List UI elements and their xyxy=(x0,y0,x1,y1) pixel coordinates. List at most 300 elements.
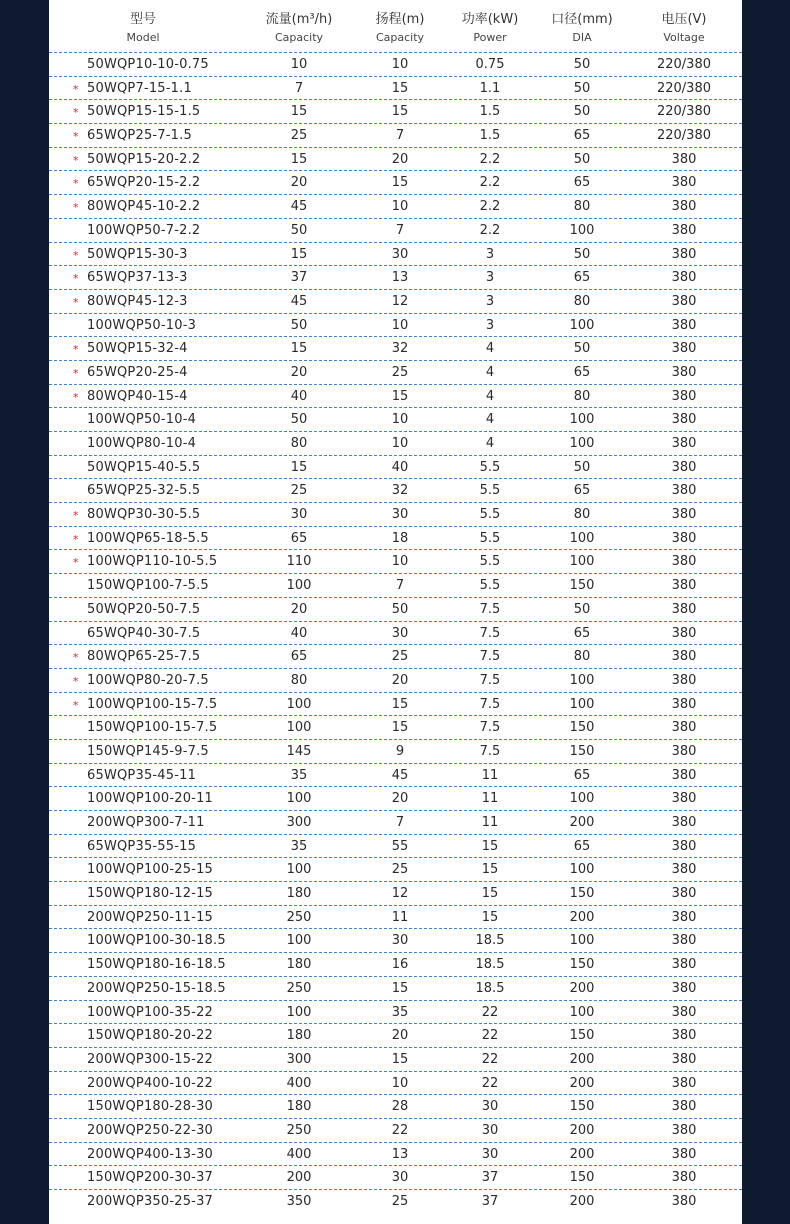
table-row xyxy=(49,431,742,455)
dia-cell: 100 xyxy=(569,933,595,949)
flow-cell: 20 xyxy=(290,364,308,380)
flow-cell: 35 xyxy=(290,767,308,783)
voltage-cell: 380 xyxy=(671,1075,697,1091)
model-cell: 100WQP100-30-18.5 xyxy=(87,933,226,949)
flow-cell: 15 xyxy=(290,341,308,357)
flow-cell: 20 xyxy=(290,601,308,617)
flow-cell: 80 xyxy=(290,672,308,688)
table-row xyxy=(49,573,742,597)
header-flow: 流量(m³/h) Capacity xyxy=(265,12,333,44)
table-row xyxy=(49,834,742,858)
power-cell: 7.5 xyxy=(479,649,501,665)
power-cell: 1.5 xyxy=(479,104,501,120)
head-cell: 32 xyxy=(391,341,409,357)
dia-cell: 100 xyxy=(569,862,595,878)
recommended-star-icon: * xyxy=(73,532,79,546)
head-cell: 9 xyxy=(395,743,405,759)
model-cell: 200WQP250-11-15 xyxy=(87,909,214,925)
power-cell: 30 xyxy=(481,1146,499,1162)
model-cell: 150WQP180-28-30 xyxy=(87,1099,214,1115)
model-cell: 200WQP400-13-30 xyxy=(87,1146,214,1162)
model-cell: 65WQP20-15-2.2 xyxy=(87,175,201,191)
flow-cell: 15 xyxy=(290,151,308,167)
head-cell: 15 xyxy=(391,175,409,191)
dia-cell: 100 xyxy=(569,791,595,807)
model-cell: 100WQP100-35-22 xyxy=(87,1004,214,1020)
voltage-cell: 380 xyxy=(671,649,697,665)
table-row xyxy=(49,289,742,313)
header-head: 扬程(m) Capacity xyxy=(375,12,425,44)
table-row xyxy=(49,336,742,360)
voltage-cell: 380 xyxy=(671,222,697,238)
flow-cell: 180 xyxy=(286,957,312,973)
dia-cell: 100 xyxy=(569,554,595,570)
model-cell: 80WQP40-15-4 xyxy=(87,388,188,404)
voltage-cell: 380 xyxy=(671,270,697,286)
voltage-cell: 380 xyxy=(671,388,697,404)
dia-cell: 65 xyxy=(573,270,591,286)
head-cell: 12 xyxy=(391,293,409,309)
power-cell: 7.5 xyxy=(479,696,501,712)
power-cell: 5.5 xyxy=(479,483,501,499)
flow-cell: 100 xyxy=(286,862,312,878)
flow-cell: 25 xyxy=(290,483,308,499)
dia-cell: 200 xyxy=(569,909,595,925)
flow-cell: 20 xyxy=(290,175,308,191)
dia-cell: 100 xyxy=(569,696,595,712)
power-cell: 22 xyxy=(481,1075,499,1091)
model-cell: 100WQP50-7-2.2 xyxy=(87,222,201,238)
voltage-cell: 380 xyxy=(671,1146,697,1162)
model-cell: 100WQP100-20-11 xyxy=(87,791,214,807)
table-row xyxy=(49,1118,742,1142)
power-cell: 1.1 xyxy=(479,80,501,96)
table-row xyxy=(49,526,742,550)
voltage-cell: 380 xyxy=(671,436,697,451)
power-cell: 3 xyxy=(485,293,495,309)
model-cell: 50WQP10-10-0.75 xyxy=(87,57,209,72)
table-row xyxy=(49,976,742,1000)
head-cell: 16 xyxy=(391,957,409,973)
model-cell: 65WQP40-30-7.5 xyxy=(87,625,201,641)
power-cell: 5.5 xyxy=(479,554,501,570)
flow-cell: 200 xyxy=(286,1170,312,1186)
power-cell: 18.5 xyxy=(475,957,505,973)
voltage-cell: 380 xyxy=(671,815,697,830)
flow-cell: 300 xyxy=(286,1051,312,1067)
power-cell: 2.2 xyxy=(479,151,501,167)
table-row xyxy=(49,52,742,76)
flow-cell: 37 xyxy=(290,270,308,286)
header-voltage: 电压(V) Voltage xyxy=(661,12,707,44)
model-cell: 80WQP65-25-7.5 xyxy=(87,649,201,665)
dia-cell: 150 xyxy=(569,1099,595,1115)
voltage-cell: 220/380 xyxy=(656,104,711,120)
flow-cell: 15 xyxy=(290,459,308,475)
dia-cell: 150 xyxy=(569,1028,595,1044)
head-cell: 32 xyxy=(391,483,409,499)
voltage-cell: 380 xyxy=(671,317,697,333)
model-cell: 150WQP145-9-7.5 xyxy=(87,743,209,759)
recommended-star-icon: * xyxy=(73,272,79,286)
model-cell: 100WQP100-15-7.5 xyxy=(87,696,218,712)
model-cell: 50WQP20-50-7.5 xyxy=(87,601,201,617)
recommended-star-icon: * xyxy=(73,390,79,404)
dia-cell: 65 xyxy=(573,128,591,144)
voltage-cell: 380 xyxy=(671,459,697,475)
table-row xyxy=(49,1142,742,1166)
flow-cell: 250 xyxy=(286,909,312,925)
voltage-cell: 380 xyxy=(671,364,697,380)
model-cell: 200WQP400-10-22 xyxy=(87,1075,214,1091)
head-cell: 10 xyxy=(391,436,409,451)
table-row xyxy=(49,407,742,431)
flow-cell: 7 xyxy=(294,80,304,96)
head-cell: 25 xyxy=(391,649,409,665)
header-model: 型号 Model xyxy=(126,12,160,44)
dia-cell: 65 xyxy=(573,625,591,641)
dia-cell: 50 xyxy=(573,57,591,72)
table-row xyxy=(49,1000,742,1024)
table-row xyxy=(49,1165,742,1189)
voltage-cell: 380 xyxy=(671,1122,697,1138)
table-row xyxy=(49,621,742,645)
power-cell: 5.5 xyxy=(479,578,501,594)
head-cell: 18 xyxy=(391,530,409,546)
head-cell: 20 xyxy=(391,151,409,167)
flow-cell: 110 xyxy=(286,554,312,570)
power-cell: 11 xyxy=(481,791,499,807)
model-cell: 100WQP50-10-4 xyxy=(87,412,197,428)
power-cell: 5.5 xyxy=(479,530,501,546)
head-cell: 7 xyxy=(395,128,405,144)
table-row xyxy=(49,384,742,408)
flow-cell: 25 xyxy=(290,128,308,144)
model-cell: 100WQP50-10-3 xyxy=(87,317,197,333)
flow-cell: 250 xyxy=(286,980,312,996)
model-cell: 150WQP180-20-22 xyxy=(87,1028,214,1044)
voltage-cell: 380 xyxy=(671,246,697,262)
head-cell: 40 xyxy=(391,459,409,475)
table-row xyxy=(49,455,742,479)
dia-cell: 200 xyxy=(569,1051,595,1067)
recommended-star-icon: * xyxy=(73,106,79,120)
head-cell: 15 xyxy=(391,720,409,736)
recommended-star-icon: * xyxy=(73,248,79,262)
flow-cell: 100 xyxy=(286,696,312,712)
head-cell: 7 xyxy=(395,578,405,594)
flow-cell: 250 xyxy=(286,1122,312,1138)
recommended-star-icon: * xyxy=(73,698,79,712)
model-cell: 100WQP100-25-15 xyxy=(87,862,214,878)
table-row xyxy=(49,123,742,147)
recommended-star-icon: * xyxy=(73,82,79,96)
power-cell: 37 xyxy=(481,1170,499,1186)
power-cell: 7.5 xyxy=(479,625,501,641)
model-cell: 200WQP250-15-18.5 xyxy=(87,980,226,996)
power-cell: 22 xyxy=(481,1028,499,1044)
model-cell: 150WQP200-30-37 xyxy=(87,1170,214,1186)
spec-sheet xyxy=(49,0,742,1224)
dia-cell: 100 xyxy=(569,222,595,238)
dia-cell: 50 xyxy=(573,80,591,96)
head-cell: 15 xyxy=(391,80,409,96)
voltage-cell: 380 xyxy=(671,720,697,736)
model-cell: 200WQP300-15-22 xyxy=(87,1051,214,1067)
head-cell: 30 xyxy=(391,933,409,949)
dia-cell: 65 xyxy=(573,838,591,854)
model-cell: 80WQP45-10-2.2 xyxy=(87,199,201,215)
dia-cell: 80 xyxy=(573,199,591,215)
flow-cell: 35 xyxy=(290,838,308,854)
flow-cell: 40 xyxy=(290,388,308,404)
head-cell: 15 xyxy=(391,980,409,996)
flow-cell: 100 xyxy=(286,720,312,736)
power-cell: 2.2 xyxy=(479,199,501,215)
voltage-cell: 380 xyxy=(671,1194,697,1209)
dia-cell: 100 xyxy=(569,672,595,688)
power-cell: 15 xyxy=(481,838,499,854)
flow-cell: 100 xyxy=(286,1004,312,1020)
dia-cell: 50 xyxy=(573,459,591,475)
power-cell: 15 xyxy=(481,886,499,902)
flow-cell: 65 xyxy=(290,649,308,665)
head-cell: 25 xyxy=(391,1194,409,1209)
table-row xyxy=(49,928,742,952)
table-row xyxy=(49,1189,742,1213)
recommended-star-icon: * xyxy=(73,130,79,144)
dia-cell: 150 xyxy=(569,886,595,902)
head-cell: 28 xyxy=(391,1099,409,1115)
model-cell: 65WQP35-45-11 xyxy=(87,767,197,783)
model-cell: 50WQP15-40-5.5 xyxy=(87,459,201,475)
head-cell: 25 xyxy=(391,364,409,380)
table-row xyxy=(49,1047,742,1071)
power-cell: 22 xyxy=(481,1051,499,1067)
voltage-cell: 380 xyxy=(671,483,697,499)
table-row xyxy=(49,644,742,668)
dia-cell: 50 xyxy=(573,601,591,617)
table-row xyxy=(49,905,742,929)
table-header xyxy=(49,0,742,52)
head-cell: 7 xyxy=(395,222,405,238)
voltage-cell: 380 xyxy=(671,578,697,594)
dia-cell: 80 xyxy=(573,649,591,665)
power-cell: 2.2 xyxy=(479,175,501,191)
recommended-star-icon: * xyxy=(73,651,79,665)
voltage-cell: 380 xyxy=(671,767,697,783)
table-row xyxy=(49,692,742,716)
voltage-cell: 380 xyxy=(671,625,697,641)
table-body xyxy=(49,52,742,1213)
dia-cell: 150 xyxy=(569,957,595,973)
table-row xyxy=(49,194,742,218)
power-cell: 4 xyxy=(485,388,495,404)
model-cell: 200WQP250-22-30 xyxy=(87,1122,214,1138)
dia-cell: 65 xyxy=(573,767,591,783)
table-row xyxy=(49,786,742,810)
table-row xyxy=(49,668,742,692)
flow-cell: 15 xyxy=(290,246,308,262)
table-row xyxy=(49,218,742,242)
table-row xyxy=(49,597,742,621)
voltage-cell: 380 xyxy=(671,554,697,570)
head-cell: 10 xyxy=(391,1075,409,1091)
voltage-cell: 380 xyxy=(671,175,697,191)
table-row xyxy=(49,952,742,976)
voltage-cell: 380 xyxy=(671,507,697,523)
power-cell: 7.5 xyxy=(479,743,501,759)
dia-cell: 50 xyxy=(573,151,591,167)
table-row xyxy=(49,1094,742,1118)
dia-cell: 50 xyxy=(573,104,591,120)
table-row xyxy=(49,715,742,739)
flow-cell: 100 xyxy=(286,791,312,807)
power-cell: 2.2 xyxy=(479,222,501,238)
head-cell: 15 xyxy=(391,104,409,120)
voltage-cell: 220/380 xyxy=(656,57,711,72)
model-cell: 65WQP37-13-3 xyxy=(87,270,188,286)
flow-cell: 180 xyxy=(286,886,312,902)
dia-cell: 200 xyxy=(569,1122,595,1138)
power-cell: 0.75 xyxy=(475,57,505,72)
table-row xyxy=(49,147,742,171)
power-cell: 3 xyxy=(485,246,495,262)
dia-cell: 65 xyxy=(573,175,591,191)
power-cell: 5.5 xyxy=(479,507,501,523)
power-cell: 1.5 xyxy=(479,128,501,144)
head-cell: 50 xyxy=(391,601,409,617)
voltage-cell: 380 xyxy=(671,886,697,902)
table-row xyxy=(49,502,742,526)
power-cell: 4 xyxy=(485,341,495,357)
head-cell: 15 xyxy=(391,1051,409,1067)
model-cell: 100WQP110-10-5.5 xyxy=(87,554,218,570)
flow-cell: 50 xyxy=(290,317,308,333)
recommended-star-icon: * xyxy=(73,509,79,523)
table-row xyxy=(49,549,742,573)
model-cell: 65WQP25-32-5.5 xyxy=(87,483,201,499)
dia-cell: 80 xyxy=(573,388,591,404)
table-row xyxy=(49,99,742,123)
head-cell: 10 xyxy=(391,57,409,72)
dia-cell: 100 xyxy=(569,317,595,333)
dia-cell: 80 xyxy=(573,293,591,309)
power-cell: 3 xyxy=(485,270,495,286)
head-cell: 35 xyxy=(391,1004,409,1020)
table-row xyxy=(49,313,742,337)
flow-cell: 80 xyxy=(290,436,308,451)
recommended-star-icon: * xyxy=(73,177,79,191)
power-cell: 7.5 xyxy=(479,672,501,688)
head-cell: 30 xyxy=(391,246,409,262)
flow-cell: 10 xyxy=(290,57,308,72)
model-cell: 100WQP80-10-4 xyxy=(87,436,197,451)
voltage-cell: 380 xyxy=(671,293,697,309)
dia-cell: 50 xyxy=(573,341,591,357)
power-cell: 4 xyxy=(485,436,495,451)
model-cell: 50WQP15-15-1.5 xyxy=(87,104,201,120)
voltage-cell: 220/380 xyxy=(656,80,711,96)
table-row xyxy=(49,360,742,384)
flow-cell: 145 xyxy=(286,743,312,759)
power-cell: 11 xyxy=(481,815,499,830)
header-power: 功率(kW) Power xyxy=(461,12,519,44)
recommended-star-icon: * xyxy=(73,201,79,215)
voltage-cell: 380 xyxy=(671,672,697,688)
model-cell: 200WQP350-25-37 xyxy=(87,1194,214,1209)
flow-cell: 400 xyxy=(286,1075,312,1091)
power-cell: 11 xyxy=(481,767,499,783)
table-row xyxy=(49,242,742,266)
flow-cell: 100 xyxy=(286,578,312,594)
head-cell: 25 xyxy=(391,862,409,878)
power-cell: 18.5 xyxy=(475,980,505,996)
power-cell: 7.5 xyxy=(479,601,501,617)
flow-cell: 300 xyxy=(286,815,312,830)
dia-cell: 200 xyxy=(569,815,595,830)
model-cell: 100WQP80-20-7.5 xyxy=(87,672,209,688)
model-cell: 50WQP15-32-4 xyxy=(87,341,188,357)
model-cell: 80WQP45-12-3 xyxy=(87,293,188,309)
flow-cell: 45 xyxy=(290,199,308,215)
head-cell: 7 xyxy=(395,815,405,830)
voltage-cell: 380 xyxy=(671,1051,697,1067)
model-cell: 65WQP25-7-1.5 xyxy=(87,128,192,144)
model-cell: 65WQP35-55-15 xyxy=(87,838,197,854)
model-cell: 150WQP180-12-15 xyxy=(87,886,214,902)
table-row xyxy=(49,1023,742,1047)
voltage-cell: 380 xyxy=(671,909,697,925)
flow-cell: 400 xyxy=(286,1146,312,1162)
power-cell: 30 xyxy=(481,1099,499,1115)
voltage-cell: 380 xyxy=(671,412,697,428)
dia-cell: 150 xyxy=(569,720,595,736)
head-cell: 12 xyxy=(391,886,409,902)
head-cell: 20 xyxy=(391,791,409,807)
voltage-cell: 380 xyxy=(671,530,697,546)
model-cell: 50WQP15-20-2.2 xyxy=(87,151,201,167)
flow-cell: 350 xyxy=(286,1194,312,1209)
voltage-cell: 380 xyxy=(671,1028,697,1044)
recommended-star-icon: * xyxy=(73,153,79,167)
power-cell: 4 xyxy=(485,412,495,428)
head-cell: 10 xyxy=(391,199,409,215)
flow-cell: 50 xyxy=(290,412,308,428)
dia-cell: 50 xyxy=(573,246,591,262)
flow-cell: 45 xyxy=(290,293,308,309)
table-row xyxy=(49,478,742,502)
voltage-cell: 380 xyxy=(671,601,697,617)
recommended-star-icon: * xyxy=(73,295,79,309)
voltage-cell: 380 xyxy=(671,957,697,973)
flow-cell: 65 xyxy=(290,530,308,546)
model-cell: 50WQP7-15-1.1 xyxy=(87,80,192,96)
voltage-cell: 380 xyxy=(671,980,697,996)
head-cell: 30 xyxy=(391,507,409,523)
voltage-cell: 220/380 xyxy=(656,128,711,144)
model-cell: 150WQP180-16-18.5 xyxy=(87,957,226,973)
dia-cell: 65 xyxy=(573,364,591,380)
voltage-cell: 380 xyxy=(671,933,697,949)
voltage-cell: 380 xyxy=(671,341,697,357)
head-cell: 15 xyxy=(391,388,409,404)
voltage-cell: 380 xyxy=(671,791,697,807)
table-row xyxy=(49,763,742,787)
table-row xyxy=(49,881,742,905)
table-row xyxy=(49,170,742,194)
voltage-cell: 380 xyxy=(671,151,697,167)
